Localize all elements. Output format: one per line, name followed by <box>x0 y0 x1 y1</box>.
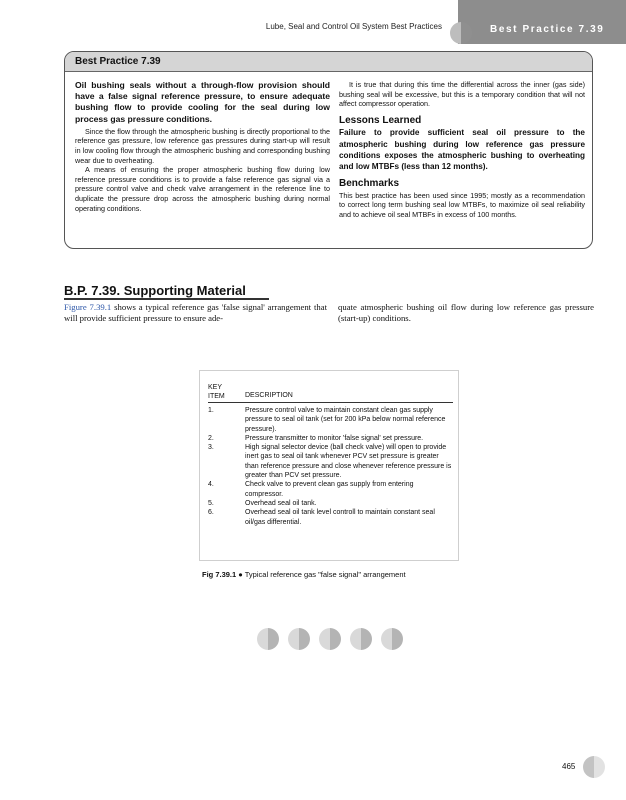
key-item-number: 6. <box>208 509 214 517</box>
running-header-title: Lube, Seal and Control Oil System Best Practices <box>265 22 442 31</box>
best-practice-right-column <box>339 80 585 220</box>
key-item <box>208 499 453 508</box>
key-item-number: 3. <box>208 444 214 452</box>
decorative-circle <box>319 628 341 650</box>
best-practice-paragraph-1: Since the flow through the atmospheric bushing is directly proportional to the reference gas pressure, low reference gas pressures during start-up will result in low cooling flow through the atmospheric bushing and corresponding bushing wear due to overheating. <box>75 126 330 165</box>
decorative-circle <box>288 628 310 650</box>
benchmarks-heading: Benchmarks <box>339 178 400 190</box>
key-item <box>208 434 453 443</box>
best-practice-paragraph-2: A means of ensuring the proper atmospheric bushing flow during low reference pressure conditions is to provide a false reference gas signal via a pressure control valve and check valve arrangement in the reference line to duplicate the pressure drop across the atmospheric bushing during normal operating conditions. <box>75 165 330 213</box>
decorative-circle <box>381 628 403 650</box>
header-tab-label: Best Practice 7.39 <box>490 24 605 35</box>
key-item-list <box>208 406 453 527</box>
best-practice-box <box>64 51 593 249</box>
key-item-text: Pressure control valve to maintain constant clean gas supply pressure to seal oil tank (set for 200 kPa below normal reference pressure). <box>245 407 446 433</box>
key-item-text: Pressure transmitter to monitor 'false signal' set pressure. <box>245 434 424 442</box>
key-item-number: 4. <box>208 481 214 489</box>
key-item-text: High signal selector device (ball check valve) will open to provide inert gas to seal oil tank whenever PCV set pressure is greater than reference pressure and close whenever reference pressure is greater than PCV set pressure. <box>245 444 452 480</box>
key-header-key: KEY <box>208 384 223 391</box>
key-item-text: Overhead seal oil tank level controll to maintain constant seal oil/gas differential. <box>245 509 435 526</box>
decorative-circle <box>350 628 372 650</box>
decorative-circle <box>257 628 279 650</box>
body-left-column <box>64 302 327 325</box>
key-item <box>208 443 453 480</box>
key-divider <box>208 402 453 403</box>
section-rule <box>64 298 269 300</box>
key-header-item: ITEM <box>208 393 225 400</box>
benchmarks-text: This best practice has been used since 1995; mostly as a recommendation to correct long term bushing seal low MTBFs, to maximize oil seal reliability and to achieve oil seal MTBFs in excess of 100 months. <box>339 190 585 219</box>
figure-caption <box>202 570 406 579</box>
figure-caption-bullet: ● <box>238 570 243 579</box>
body-left-text: shows a typical reference gas 'false signal' arrangement that will provide sufficient pressure to ensure ade- <box>64 302 327 324</box>
figure-link[interactable]: Figure 7.39.1 <box>64 302 112 312</box>
key-header <box>208 383 225 401</box>
key-item-number: 2. <box>208 434 214 442</box>
page-number-circle <box>583 756 605 778</box>
key-item-number: 5. <box>208 499 214 507</box>
key-item-text: Check valve to prevent clean gas supply from entering compressor. <box>245 481 414 498</box>
key-item-text: Overhead seal oil tank. <box>245 499 317 507</box>
best-practice-lead: Oil bushing seals without a through-flow provision should have a false signal reference pressure, to ensure adequate bushing flow to provide cooling for the seal during low process gas pressure conditions. <box>75 80 330 124</box>
key-item <box>208 480 453 499</box>
lessons-learned-heading: Lessons Learned <box>339 114 422 126</box>
figure-caption-text: Typical reference gas "false signal" arrangement <box>244 570 406 579</box>
key-header-description: DESCRIPTION <box>245 392 293 399</box>
section-title: B.P. 7.39. Supporting Material <box>64 283 246 298</box>
key-item <box>208 406 453 434</box>
body-right-column: quate atmospheric bushing oil flow during low reference gas pressure (start-up) conditions. <box>338 302 594 324</box>
best-practice-title: Best Practice 7.39 <box>65 52 592 72</box>
best-practice-left-column <box>75 80 330 213</box>
key-item <box>208 508 453 527</box>
figure-caption-label: Fig 7.39.1 <box>202 570 237 579</box>
figure-key-box <box>199 370 459 561</box>
best-practice-paragraph-3: It is true that during this time the differential across the inner (gas side) bushing seal will be excessive, but this is a temporary condition that will not affect compressor operation. <box>339 80 585 109</box>
header-circle-decoration <box>450 22 472 44</box>
header-tab <box>458 0 626 44</box>
page-number: 465 <box>562 762 576 771</box>
lessons-learned-text: Failure to provide sufficient seal oil pressure to the atmospheric bushing during low reference gas pressure conditions exposes the atmospheric bushing to overheating and low MTBFs (less than 12 months). <box>339 128 585 171</box>
key-item-number: 1. <box>208 407 214 414</box>
